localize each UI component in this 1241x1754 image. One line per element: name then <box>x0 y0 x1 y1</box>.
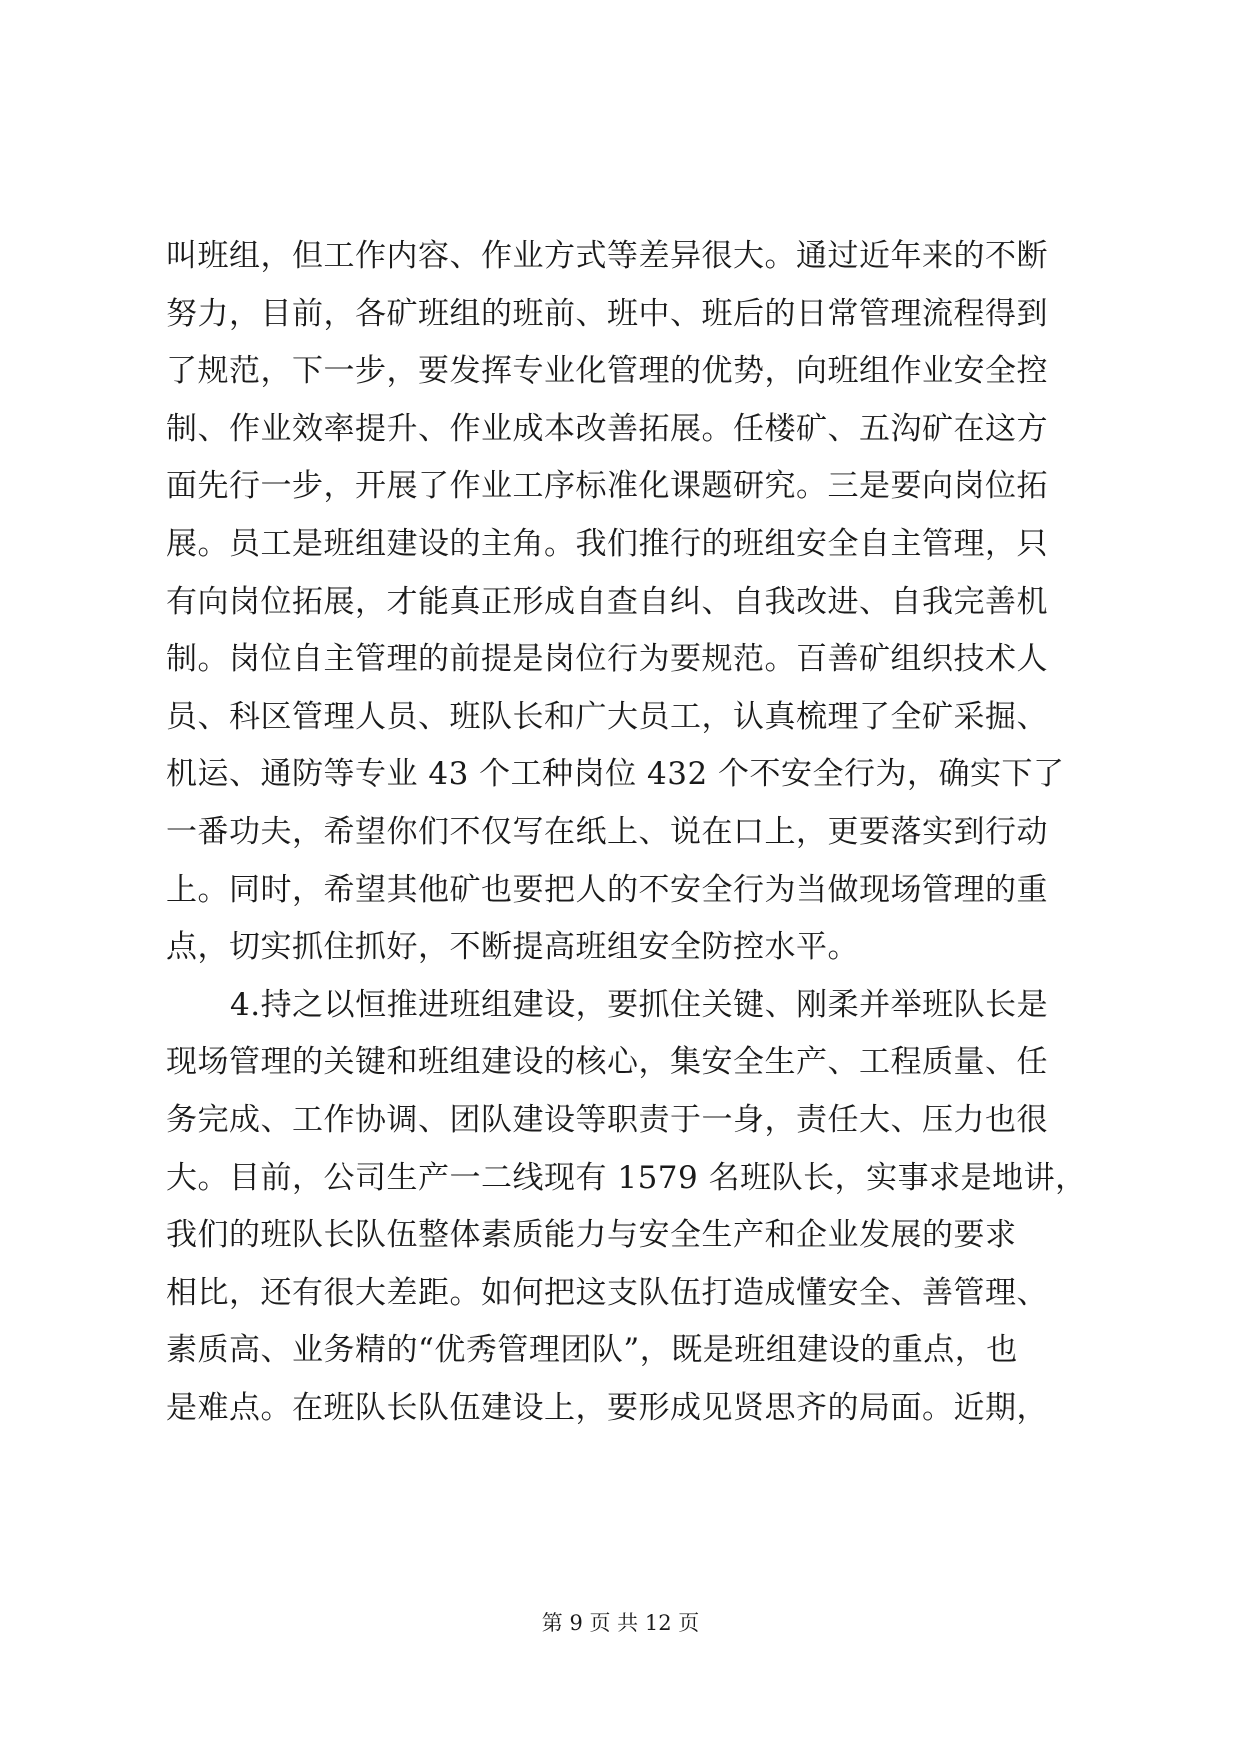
text-line: 是难点。在班队长队伍建设上，要形成见贤思齐的局面。近期， <box>166 1389 1048 1426</box>
text-line: 机运、通防等专业 43 个工种岗位 432 个不安全行为，确实下了 <box>166 756 1065 793</box>
paragraph-start-line: 4.持之以恒推进班组建设，要抓住关键、刚柔并举班队长是 <box>230 986 1049 1023</box>
text-line: 叫班组，但工作内容、作业方式等差异很大。通过近年来的不断 <box>166 238 1048 274</box>
text-line: 有向岗位拓展，才能真正形成自查自纠、自我改进、自我完善机 <box>166 583 1048 620</box>
text-line: 努力，目前，各矿班组的班前、班中、班后的日常管理流程得到 <box>166 295 1048 332</box>
body-text <box>166 228 1087 1437</box>
text-line: 相比，还有很大差距。如何把这支队伍打造成懂安全、善管理、 <box>166 1274 1048 1311</box>
text-line: 面先行一步，开展了作业工序标准化课题研究。三是要向岗位拓 <box>166 468 1048 505</box>
text-line: 员、科区管理人员、班队长和广大员工，认真梳理了全矿采掘、 <box>166 698 1048 735</box>
text-line: 务完成、工作协调、团队建设等职责于一身，责任大、压力也很 <box>166 1101 1048 1138</box>
text-line: 现场管理的关键和班组建设的核心，集安全生产、工程质量、任 <box>166 1044 1048 1081</box>
text-line: 我们的班队长队伍整体素质能力与安全生产和企业发展的要求 <box>166 1217 1017 1254</box>
text-line: 一番功夫，希望你们不仅写在纸上、说在口上，更要落实到行动 <box>166 813 1048 850</box>
text-line: 上。同时，希望其他矿也要把人的不安全行为当做现场管理的重 <box>166 871 1048 908</box>
text-line: 制。岗位自主管理的前提是岗位行为要规范。百善矿组织技术人 <box>166 641 1048 678</box>
text-line: 制、作业效率提升、作业成本改善拓展。任楼矿、五沟矿在这方 <box>166 410 1048 447</box>
text-line: 展。员工是班组建设的主角。我们推行的班组安全自主管理，只 <box>166 525 1048 562</box>
text-line: 了规范，下一步，要发挥专业化管理的优势，向班组作业安全控 <box>166 353 1048 390</box>
text-line: 大。目前，公司生产一二线现有 1579 名班队长，实事求是地讲， <box>166 1159 1087 1196</box>
text-line: 素质高、业务精的“优秀管理团队”，既是班组建设的重点，也 <box>166 1332 1018 1369</box>
text-line: 点，切实抓住抓好，不断提高班组安全防控水平。 <box>166 929 859 966</box>
page-number-footer: 第 9 页 共 12 页 <box>541 1611 700 1635</box>
